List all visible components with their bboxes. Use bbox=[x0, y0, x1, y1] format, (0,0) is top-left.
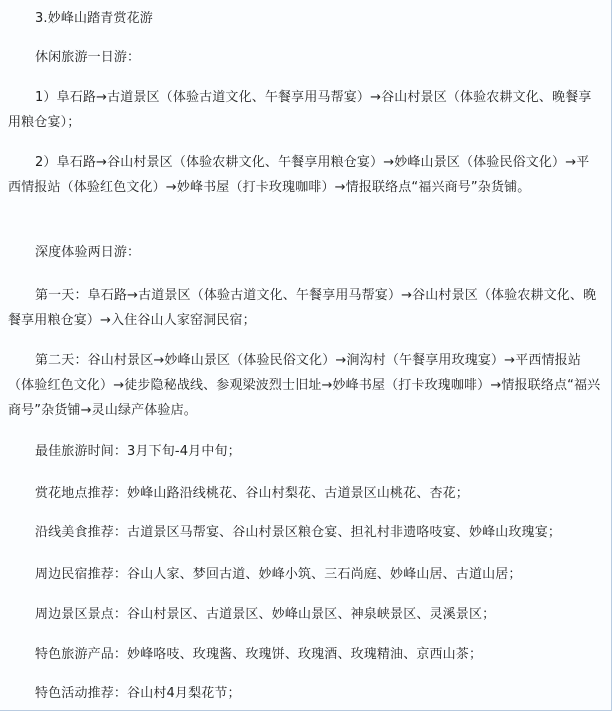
two-day-route-day-2: 第二天：谷山村景区→妙峰山景区（体验民俗文化）→涧沟村（午餐享用玫瑰宴）→平西情报站（体验红色文化）→徒步隐秘战线、参观梁波烈士旧址→妙峰书屋（打卡玫瑰咖啡）→情报联络点“福兴商号”杂货铺→灵山绿产体验店。 bbox=[8, 353, 601, 418]
food-recommendations: 沿线美食推荐：古道景区马帮宴、谷山村景区粮仓宴、担礼村非遗咯吱宴、妙峰山玫瑰宴； bbox=[35, 525, 562, 540]
section-heading: 3.妙峰山踏青赏花游 bbox=[35, 11, 153, 26]
flower-spots: 赏花地点推荐：妙峰山路沿线桃花、谷山村梨花、古道景区山桃花、杏花； bbox=[35, 486, 469, 501]
featured-activities: 特色活动推荐：谷山村4月梨花节； bbox=[35, 686, 241, 701]
two-day-tour-heading: 深度体验两日游： bbox=[35, 245, 141, 260]
one-day-tour-heading: 休闲旅游一日游： bbox=[35, 50, 141, 65]
one-day-route-1: 1）阜石路→古道景区（体验古道文化、午餐享用马帮宴）→谷山村景区（体验农耕文化、晚餐享用粮仓宴）； bbox=[8, 90, 592, 130]
homestay-recommendations: 周边民宿推荐：谷山人家、梦回古道、妙峰小筑、三石尚庭、妙峰山居、古道山居； bbox=[35, 567, 522, 582]
featured-products: 特色旅游产品：妙峰咯吱、玫瑰酱、玫瑰饼、玫瑰酒、玫瑰精油、京西山茶； bbox=[35, 647, 483, 662]
one-day-route-2: 2）阜石路→谷山村景区（体验农耕文化、午餐享用粮仓宴）→妙峰山景区（体验民俗文化）→平西情报站（体验红色文化）→妙峰书屋（打卡玫瑰咖啡）→情报联络点“福兴商号”杂货铺。 bbox=[8, 155, 590, 195]
two-day-route-day-1: 第一天：阜石路→古道景区（体验古道文化、午餐享用马帮宴）→谷山村景区（体验农耕文化、晚餐享用粮仓宴）→入住谷山人家窑洞民宿； bbox=[8, 288, 597, 328]
nearby-scenic-spots: 周边景区景点：谷山村景区、古道景区、妙峰山景区、神泉峡景区、灵溪景区； bbox=[35, 607, 496, 622]
best-travel-time: 最佳旅游时间：3月下旬-4月中旬； bbox=[35, 444, 241, 459]
